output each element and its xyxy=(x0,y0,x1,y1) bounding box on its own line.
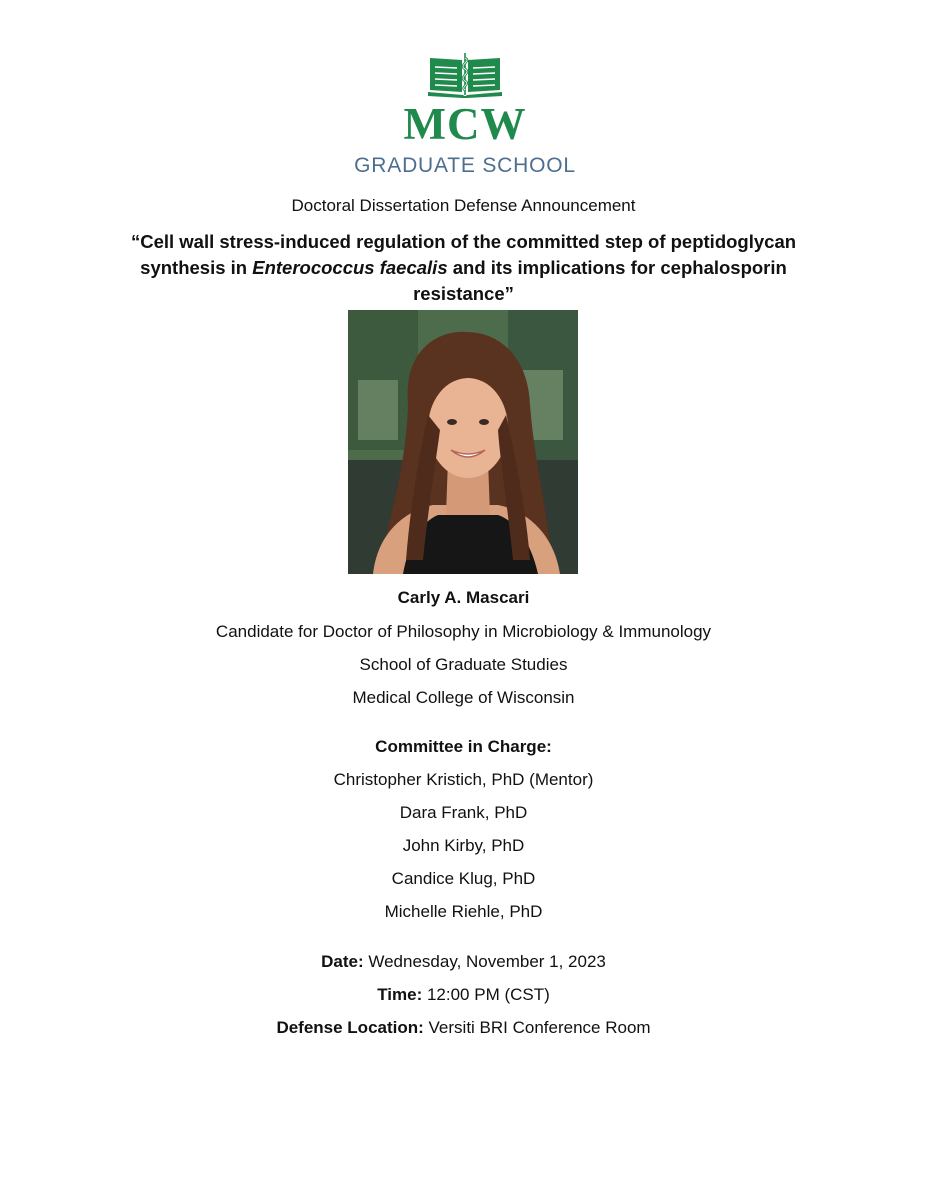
candidate-photo xyxy=(348,310,578,574)
open-book-caduceus-icon xyxy=(426,52,504,98)
dissertation-title xyxy=(110,229,817,307)
date-label: Date: xyxy=(321,952,364,971)
committee-member: Christopher Kristich, PhD (Mentor) xyxy=(333,770,594,789)
candidate-name: Carly A. Mascari xyxy=(397,588,530,607)
announcement-heading: Doctoral Dissertation Defense Announcement xyxy=(291,196,636,215)
committee-member: Michelle Riehle, PhD xyxy=(384,902,543,921)
candidate-institution: Medical College of Wisconsin xyxy=(352,688,575,707)
mcw-logo xyxy=(350,52,580,180)
title-species: Enterococcus faecalis xyxy=(252,257,448,278)
location-value: Versiti BRI Conference Room xyxy=(423,1018,651,1037)
candidate-degree: Candidate for Doctor of Philosophy in Microbiology & Immunology xyxy=(215,622,712,641)
title-part-2: and its implications for cephalosporin resistance” xyxy=(413,257,787,304)
defense-time xyxy=(0,985,927,1005)
committee-member: Dara Frank, PhD xyxy=(399,803,528,822)
time-label: Time: xyxy=(377,985,423,1004)
committee-member: Candice Klug, PhD xyxy=(391,869,536,888)
date-value: Wednesday, November 1, 2023 xyxy=(363,952,606,971)
defense-date xyxy=(0,952,927,972)
time-value: 12:00 PM (CST) xyxy=(422,985,550,1004)
title-part-1: “Cell wall stress-induced regulation of the committed step of peptidoglycan synthesis in xyxy=(130,231,797,278)
candidate-school: School of Graduate Studies xyxy=(359,655,568,674)
committee-member: John Kirby, PhD xyxy=(402,836,525,855)
committee-heading: Committee in Charge: xyxy=(375,737,552,756)
defense-location xyxy=(0,1018,927,1038)
logo-wordmark: MCW xyxy=(403,99,527,149)
location-label: Defense Location: xyxy=(276,1018,424,1037)
logo-subtitle: GRADUATE SCHOOL xyxy=(354,154,576,177)
